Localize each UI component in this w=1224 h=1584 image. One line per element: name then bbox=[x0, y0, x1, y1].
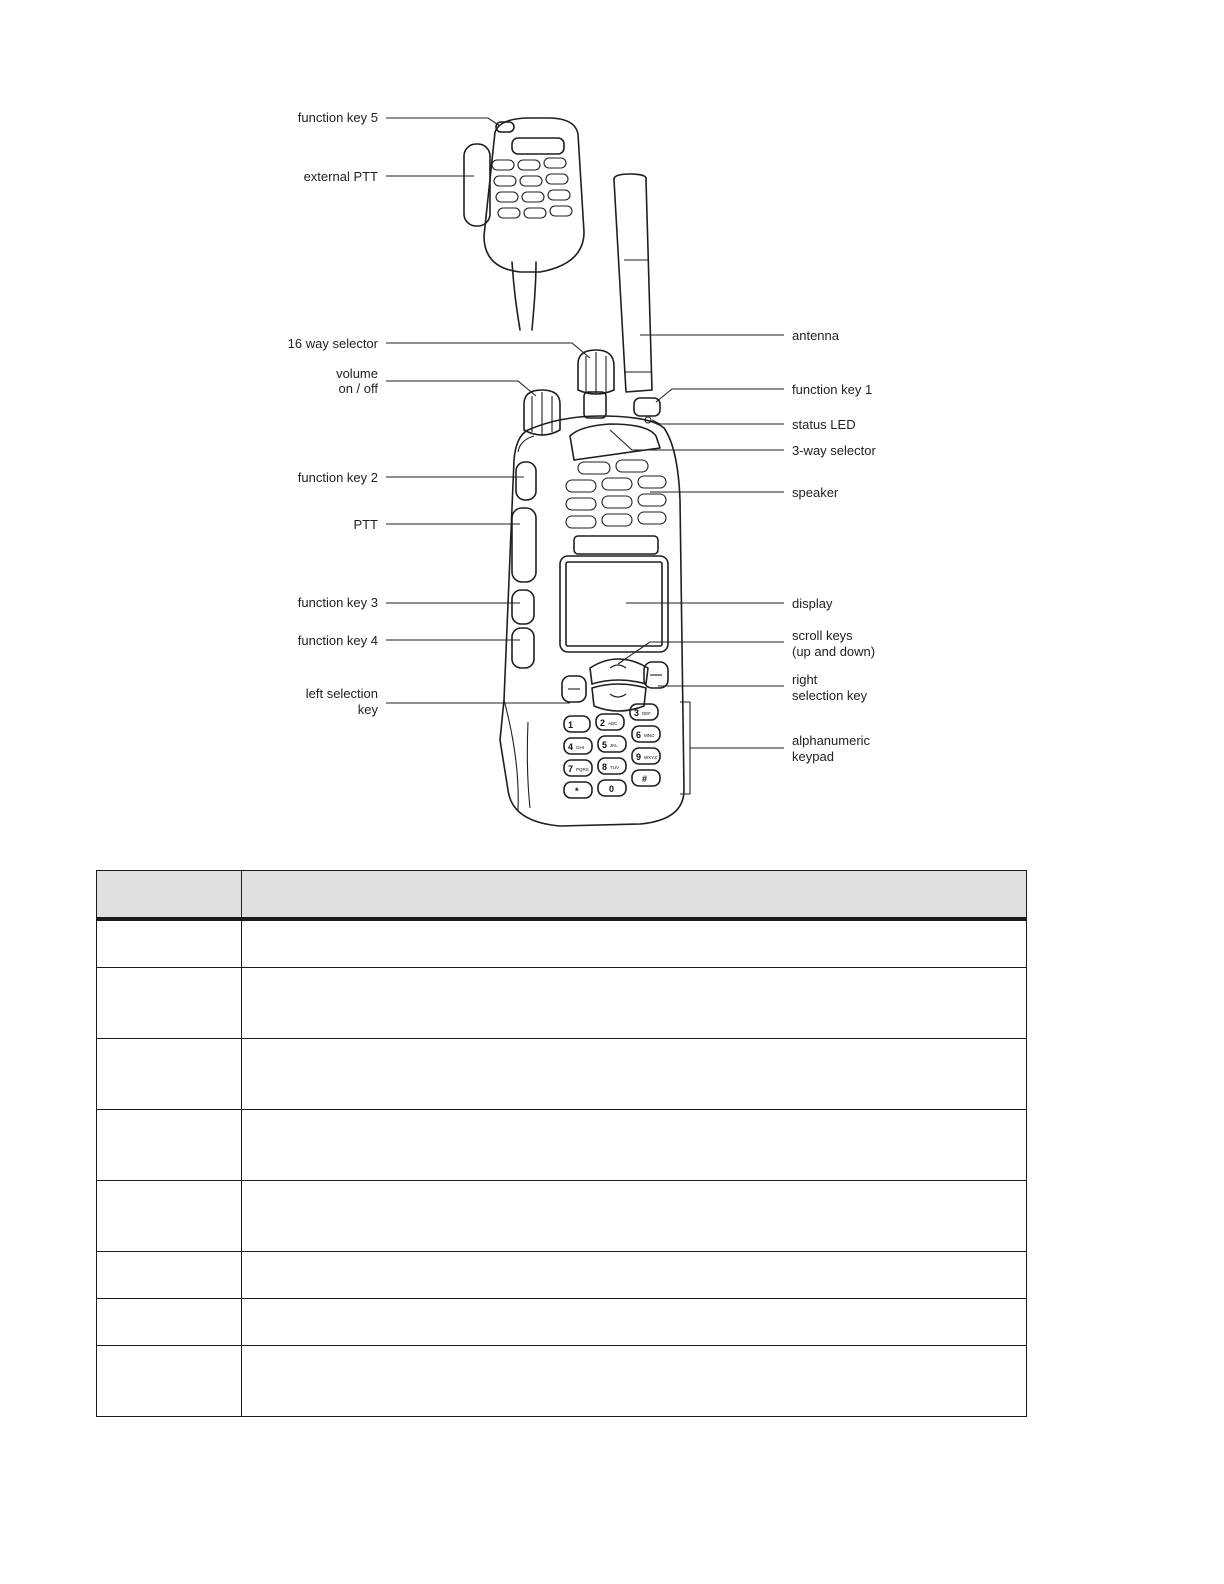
key-2-letters: ABC bbox=[608, 721, 618, 726]
key-7-label: 7 bbox=[568, 764, 574, 774]
alphanumeric-keypad bbox=[564, 704, 660, 798]
table-cell bbox=[97, 1181, 242, 1252]
key-4-label: 4 bbox=[568, 742, 574, 752]
table-row bbox=[97, 968, 1027, 1039]
table-row bbox=[97, 1181, 1027, 1252]
label-scroll-keys: scroll keys bbox=[792, 628, 853, 643]
parts-table bbox=[96, 870, 1027, 1417]
labels-right bbox=[792, 328, 876, 764]
label-left-selection-key: key bbox=[357, 702, 378, 717]
table-cell bbox=[242, 968, 1027, 1039]
label-right: right bbox=[792, 672, 818, 687]
label-function-key-1: function key 1 bbox=[792, 382, 873, 397]
label-speaker: speaker bbox=[792, 485, 839, 500]
label-alphanumeric: alphanumeric bbox=[792, 733, 871, 748]
table-cell bbox=[242, 1299, 1027, 1346]
table-cell bbox=[242, 1039, 1027, 1110]
label-antenna: antenna bbox=[792, 328, 839, 343]
function-key-3[interactable] bbox=[512, 590, 534, 624]
table-cell bbox=[242, 1252, 1027, 1299]
label-16-way-selector: 16 way selector bbox=[287, 336, 378, 351]
antenna bbox=[614, 174, 652, 392]
table-row bbox=[97, 919, 1027, 968]
key-1-label: 1 bbox=[568, 720, 574, 730]
function-key-1[interactable] bbox=[634, 398, 660, 416]
table-cell bbox=[242, 1110, 1027, 1181]
label-status-led: status LED bbox=[792, 417, 856, 432]
label-right-selection-key: selection key bbox=[792, 688, 868, 703]
key-6-label: 6 bbox=[636, 730, 642, 740]
table-header-row bbox=[97, 871, 1027, 920]
key-8-letters: TUV bbox=[610, 765, 619, 770]
label-keypad: keypad bbox=[792, 749, 834, 764]
label-function-key-4: function key 4 bbox=[297, 633, 378, 648]
ptt-key[interactable] bbox=[512, 508, 536, 582]
table-row bbox=[97, 1039, 1027, 1110]
key-9-label: 9 bbox=[636, 752, 642, 762]
function-key-2[interactable] bbox=[516, 462, 536, 500]
table-row bbox=[97, 1252, 1027, 1299]
label-display: display bbox=[792, 596, 833, 611]
label-function-key-5: function key 5 bbox=[297, 110, 378, 125]
label-scroll-up-down: (up and down) bbox=[792, 644, 876, 659]
table-cell bbox=[97, 1039, 242, 1110]
key-hash-label: # bbox=[642, 774, 648, 784]
key-7-letters: PQRS bbox=[576, 767, 589, 772]
leader-lines bbox=[386, 118, 784, 794]
key-6-letters: MNO bbox=[644, 733, 655, 738]
table-cell bbox=[97, 1346, 242, 1417]
table-cell bbox=[242, 919, 1027, 968]
table-cell bbox=[97, 968, 242, 1039]
label-left-selection: left selection bbox=[305, 686, 378, 701]
label-on-off: on / off bbox=[338, 381, 378, 396]
key-4-letters: GHI bbox=[576, 745, 585, 750]
display-screen bbox=[566, 562, 662, 646]
table-row bbox=[97, 1110, 1027, 1181]
table-header-cell bbox=[97, 871, 242, 920]
table-row bbox=[97, 1299, 1027, 1346]
speaker-grille bbox=[566, 460, 666, 528]
table-header-cell bbox=[242, 871, 1027, 920]
key-5-label: 5 bbox=[602, 740, 608, 750]
table-row bbox=[97, 1346, 1027, 1417]
key-star-label: * bbox=[575, 786, 579, 796]
function-key-4[interactable] bbox=[512, 628, 534, 668]
key-5-letters: JKL bbox=[610, 743, 618, 748]
table-cell bbox=[97, 919, 242, 968]
key-3-label: 3 bbox=[634, 708, 640, 718]
label-function-key-2: function key 2 bbox=[297, 470, 378, 485]
labels-left bbox=[288, 110, 379, 717]
key-0-label: 0 bbox=[609, 784, 615, 794]
table-cell bbox=[97, 1252, 242, 1299]
key-2-label: 2 bbox=[600, 718, 606, 728]
table-cell bbox=[242, 1181, 1027, 1252]
table-cell bbox=[242, 1346, 1027, 1417]
key-3-letters: DEF bbox=[642, 711, 651, 716]
table-cell bbox=[97, 1110, 242, 1181]
table-cell bbox=[97, 1299, 242, 1346]
label-volume: volume bbox=[336, 366, 378, 381]
label-external-ptt: external PTT bbox=[303, 169, 378, 184]
selector-3-way[interactable] bbox=[570, 424, 660, 460]
key-9-letters: WXYZ bbox=[644, 755, 657, 760]
speaker-mic bbox=[464, 118, 584, 330]
key-8-label: 8 bbox=[602, 762, 608, 772]
label-3-way-selector: 3-way selector bbox=[792, 443, 876, 458]
label-ptt: PTT bbox=[353, 517, 378, 532]
label-function-key-3: function key 3 bbox=[297, 595, 378, 610]
